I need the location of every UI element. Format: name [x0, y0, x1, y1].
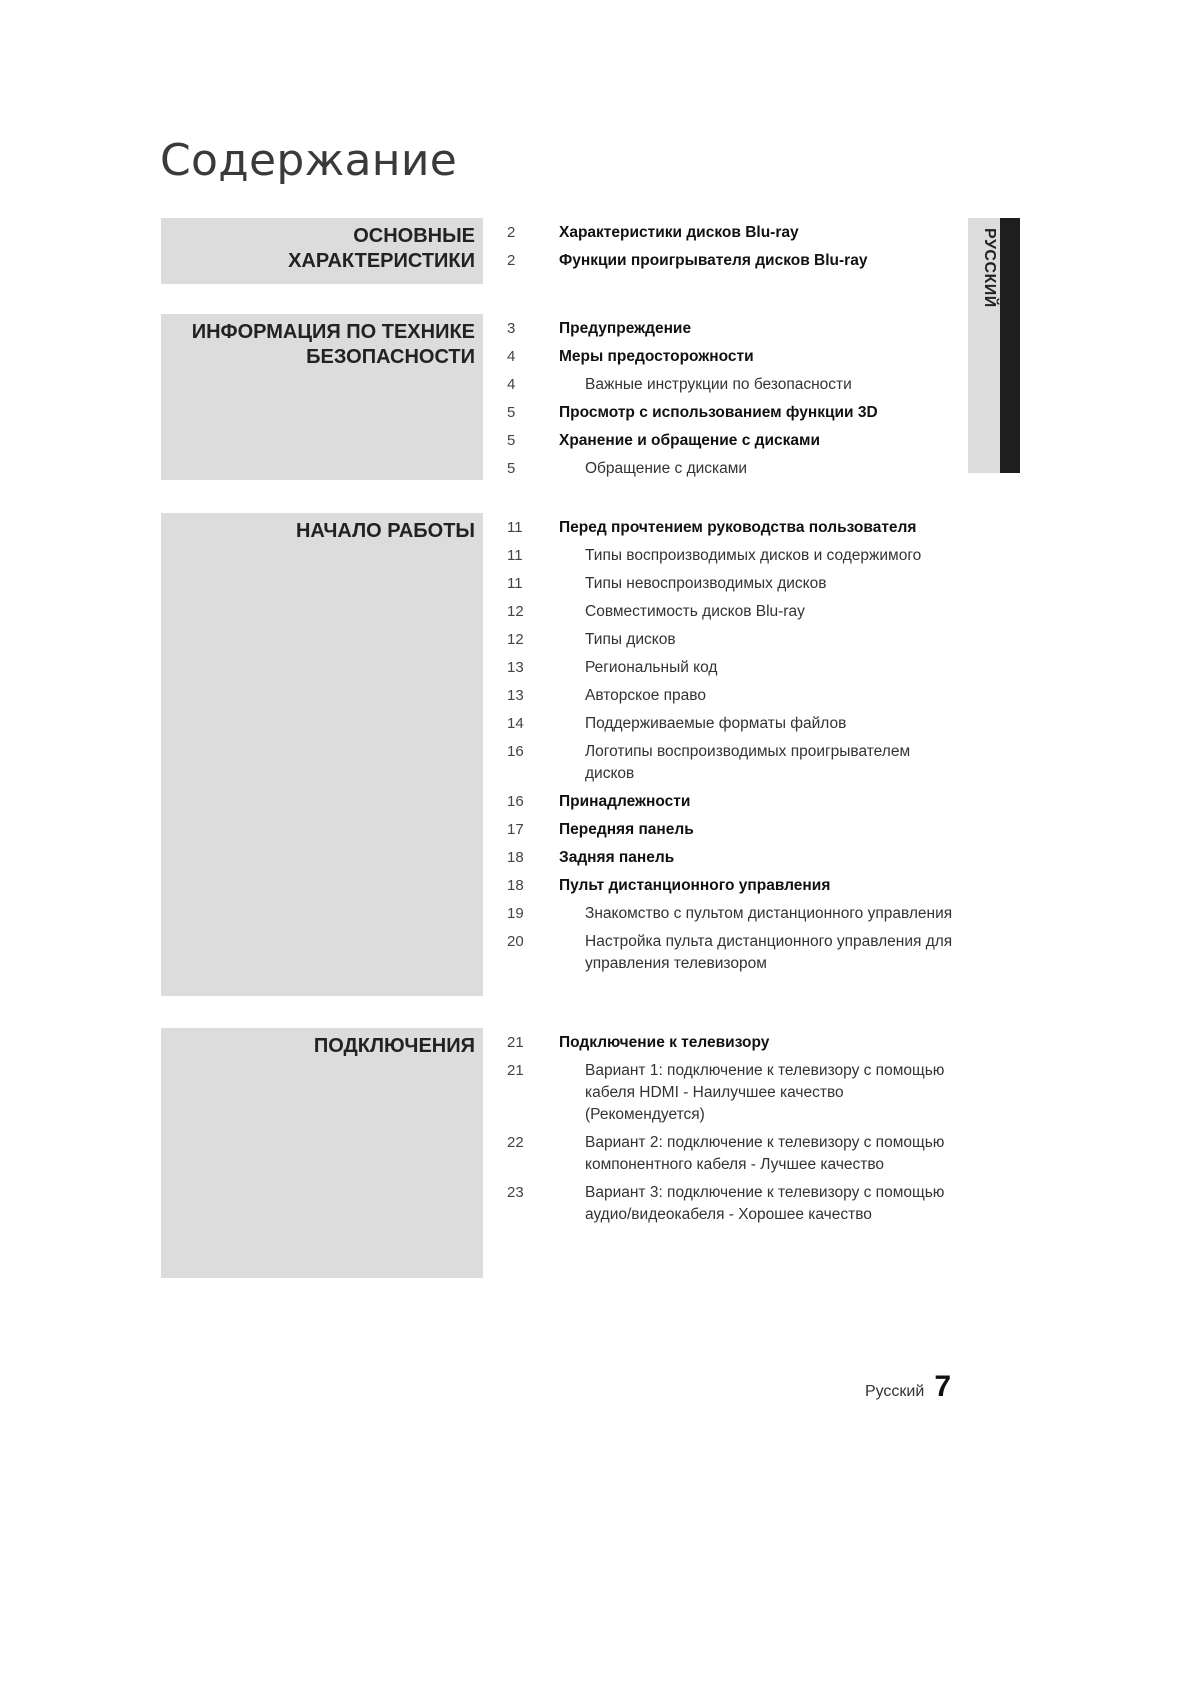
toc-subentry[interactable] — [507, 741, 957, 785]
toc-entry[interactable] — [507, 318, 957, 340]
toc-page-number: 16 — [507, 743, 524, 760]
toc-subentry[interactable] — [507, 374, 957, 396]
section-entries — [507, 222, 957, 278]
toc-entry-text: Хранение и обращение с дисками — [559, 432, 820, 449]
toc-page-number: 12 — [507, 603, 524, 620]
side-tab-label: РУССКИЙ — [981, 228, 998, 308]
toc-entry-text: Пульт дистанционного управления — [559, 877, 831, 894]
toc-subentry[interactable] — [507, 685, 957, 707]
toc-entry-text: Предупреждение — [559, 320, 692, 337]
toc-page-number: 23 — [507, 1184, 524, 1201]
toc-page-number: 11 — [507, 519, 523, 536]
toc-entry-text: Вариант 1: подключение к телевизору с помощью кабеля HDMI - Наилучшее качество (Рекомендуется) — [585, 1062, 945, 1123]
toc-entry[interactable] — [507, 1032, 957, 1054]
toc-entry-text: Вариант 3: подключение к телевизору с помощью аудио/видеокабеля - Хорошее качество — [585, 1184, 945, 1223]
toc-entry-text: Важные инструкции по безопасности — [585, 376, 852, 393]
toc-entry-text: Функции проигрывателя дисков Blu-ray — [559, 252, 868, 269]
toc-entry[interactable] — [507, 222, 957, 244]
section-entries — [507, 318, 957, 486]
toc-subentry[interactable] — [507, 545, 957, 567]
toc-page-number: 11 — [507, 547, 523, 564]
toc-page-number: 18 — [507, 849, 524, 866]
toc-page-number: 14 — [507, 715, 524, 732]
toc-entry-text: Настройка пульта дистанционного управления для управления телевизором — [585, 933, 953, 972]
section-entries — [507, 1032, 957, 1232]
toc-entry[interactable] — [507, 250, 957, 272]
toc-entry-text: Логотипы воспроизводимых проигрывателем дисков — [585, 743, 911, 782]
toc-entry[interactable] — [507, 847, 957, 869]
toc-entry-text: Поддерживаемые форматы файлов — [585, 715, 847, 732]
toc-entry-text: Типы дисков — [585, 631, 676, 648]
toc-entry-text: Обращение с дисками — [585, 460, 748, 477]
toc-entry-text: Задняя панель — [559, 849, 675, 866]
toc-entry-text: Знакомство с пультом дистанционного управления — [585, 905, 953, 922]
toc-entry-text: Перед прочтением руководства пользователя — [559, 519, 917, 536]
toc-subentry[interactable] — [507, 657, 957, 679]
toc-subentry[interactable] — [507, 1060, 957, 1126]
page-title: Содержание — [160, 135, 458, 186]
toc-subentry[interactable] — [507, 1132, 957, 1176]
toc-page-number: 2 — [507, 224, 516, 241]
toc-page-number: 18 — [507, 877, 524, 894]
toc-page-number: 21 — [507, 1062, 524, 1079]
toc-entry-text: Совместимость дисков Blu-ray — [585, 603, 805, 620]
toc-entry[interactable] — [507, 402, 957, 424]
toc-entry[interactable] — [507, 517, 957, 539]
toc-subentry[interactable] — [507, 1182, 957, 1226]
toc-page-number: 5 — [507, 404, 516, 421]
section-title: ПОДКЛЮЧЕНИЯ — [313, 1035, 475, 1057]
language-side-tab — [968, 218, 1020, 473]
toc-subentry[interactable] — [507, 713, 957, 735]
toc-page-number: 3 — [507, 320, 516, 337]
toc-entry-text: Типы невоспроизводимых дисков — [585, 575, 827, 592]
toc-subentry[interactable] — [507, 458, 957, 480]
toc-subentry[interactable] — [507, 903, 957, 925]
toc-entry-text: Типы воспроизводимых дисков и содержимого — [585, 547, 922, 564]
toc-entry[interactable] — [507, 430, 957, 452]
section-box — [161, 218, 483, 284]
toc-page-number: 13 — [507, 659, 524, 676]
toc-subentry[interactable] — [507, 931, 957, 975]
toc-page-number: 12 — [507, 631, 524, 648]
section-title: НАЧАЛО РАБОТЫ — [295, 520, 475, 542]
toc-entry[interactable] — [507, 791, 957, 813]
toc-page-number: 20 — [507, 933, 524, 950]
toc-page-number: 13 — [507, 687, 524, 704]
page-footer — [865, 1370, 951, 1404]
page-number: 7 — [934, 1370, 951, 1403]
toc-subentry[interactable] — [507, 573, 957, 595]
toc-page-number: 5 — [507, 460, 516, 477]
toc-entry-text: Просмотр с использованием функции 3D — [559, 404, 878, 421]
toc-entry-text: Вариант 2: подключение к телевизору с помощью компонентного кабеля - Лучшее качество — [585, 1134, 945, 1173]
section-title: ОСНОВНЫЕ ХАРАКТЕРИСТИКИ — [288, 225, 475, 272]
toc-entry-text: Характеристики дисков Blu-ray — [559, 224, 799, 241]
toc-entry[interactable] — [507, 346, 957, 368]
toc-page-number: 5 — [507, 432, 516, 449]
section-title: ИНФОРМАЦИЯ ПО ТЕХНИКЕ БЕЗОПАСНОСТИ — [191, 321, 475, 368]
toc-page-number: 4 — [507, 348, 516, 365]
section-box — [161, 314, 483, 480]
section-entries — [507, 517, 957, 981]
side-tab-bar — [1000, 218, 1020, 473]
section-box — [161, 513, 483, 996]
toc-entry-text: Региональный код — [585, 659, 718, 676]
toc-page-number: 16 — [507, 793, 524, 810]
section-box — [161, 1028, 483, 1278]
toc-entry-text: Передняя панель — [559, 821, 694, 838]
toc-page-number: 22 — [507, 1134, 524, 1151]
toc-page-number: 4 — [507, 376, 516, 393]
toc-entry-text: Меры предосторожности — [559, 348, 754, 365]
toc-page-number: 11 — [507, 575, 523, 592]
toc-page-number: 19 — [507, 905, 524, 922]
toc-entry[interactable] — [507, 875, 957, 897]
toc-page-number: 21 — [507, 1034, 524, 1051]
toc-entry[interactable] — [507, 819, 957, 841]
toc-entry-text: Подключение к телевизору — [559, 1034, 770, 1051]
toc-entry-text: Принадлежности — [559, 793, 691, 810]
toc-page-number: 2 — [507, 252, 516, 269]
footer-language: Русский — [864, 1383, 925, 1400]
toc-subentry[interactable] — [507, 601, 957, 623]
toc-entry-text: Авторское право — [585, 687, 706, 704]
toc-subentry[interactable] — [507, 629, 957, 651]
toc-page-number: 17 — [507, 821, 524, 838]
